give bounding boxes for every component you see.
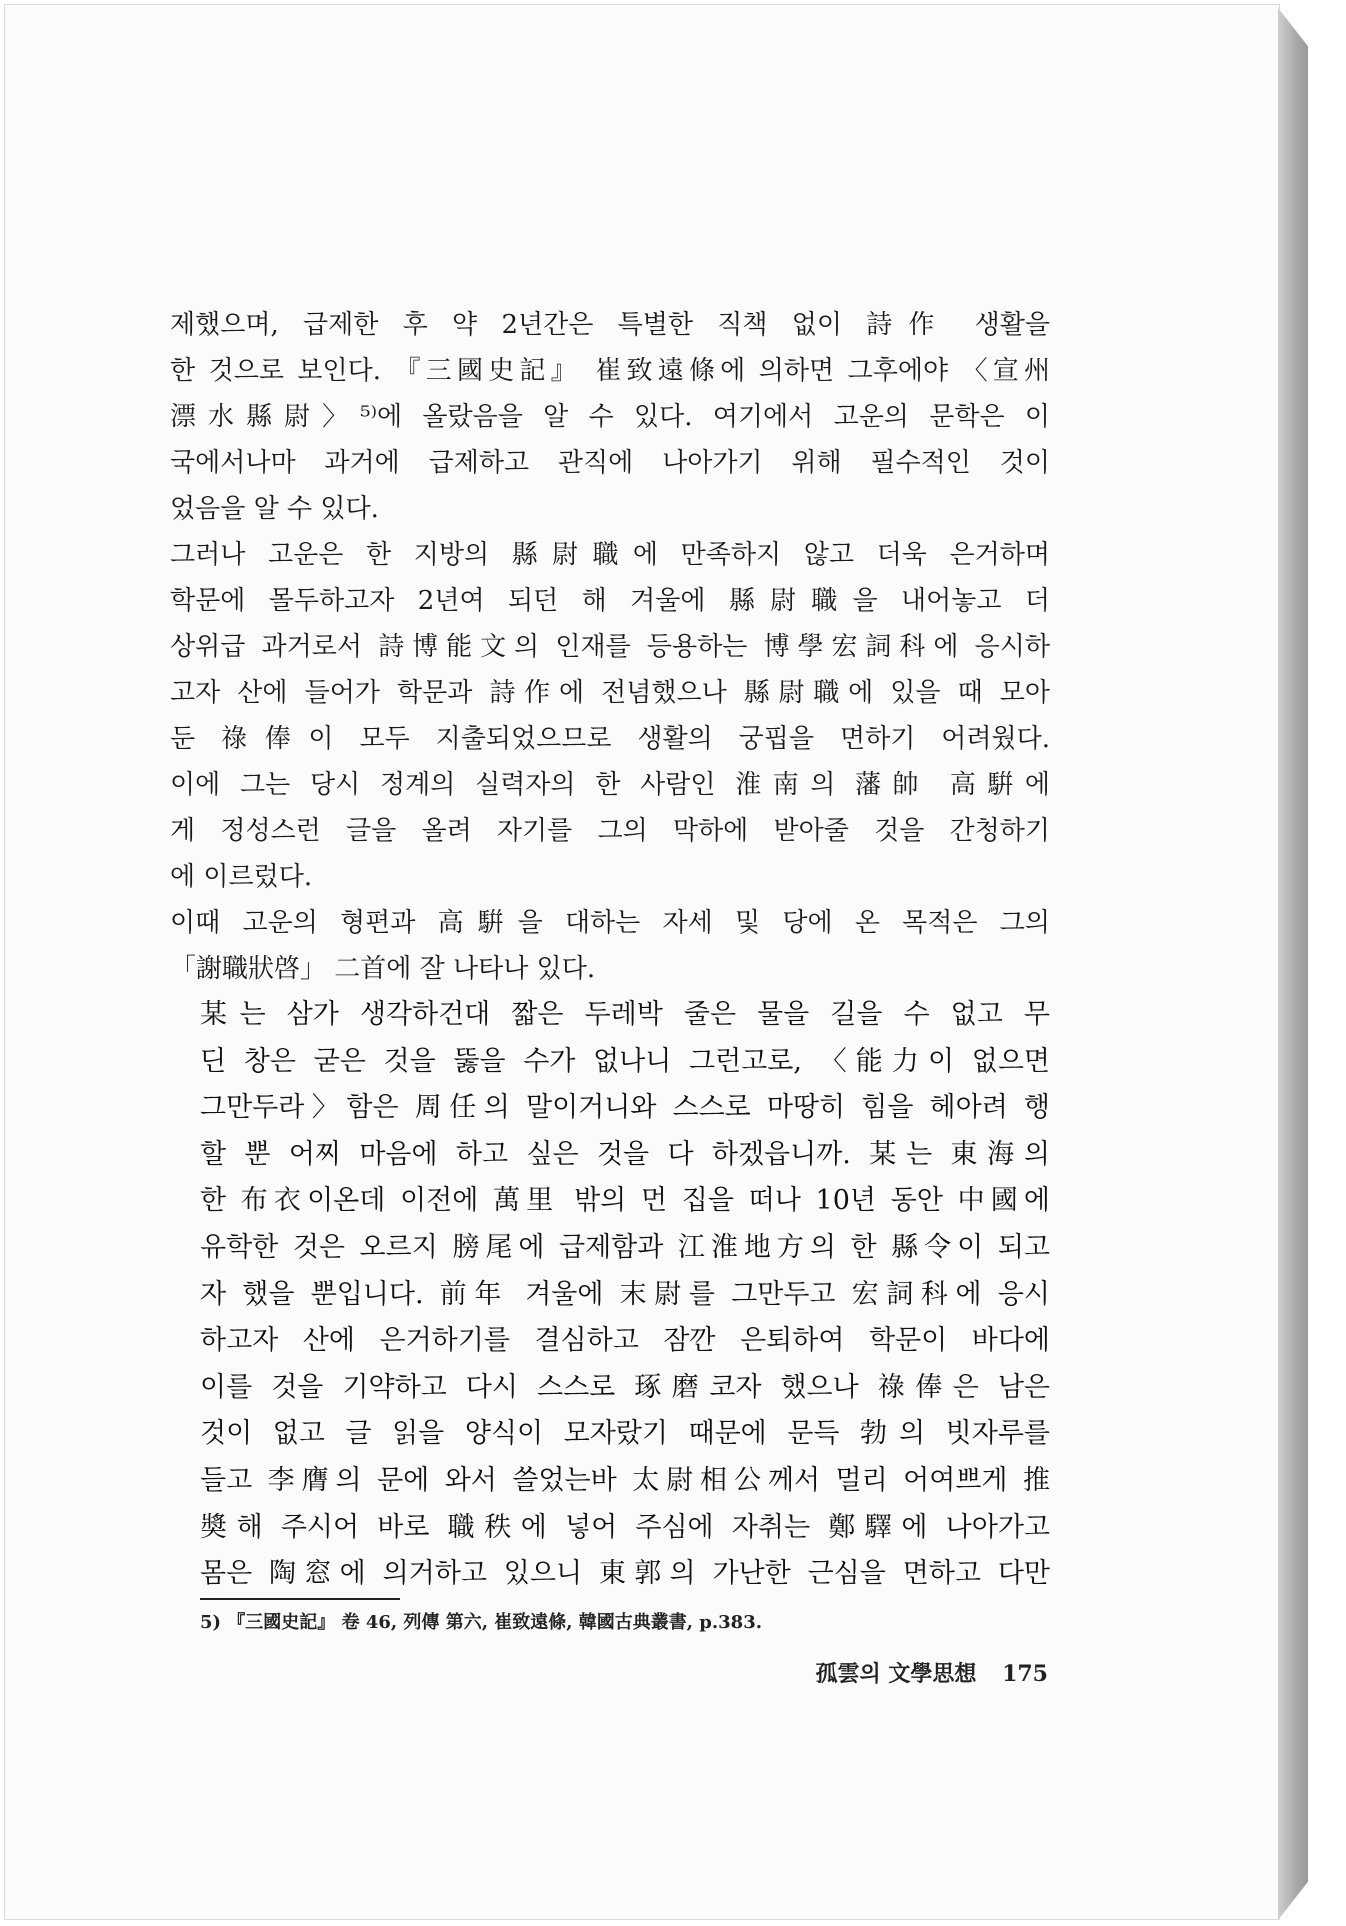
quoted-letter bbox=[200, 992, 1050, 1598]
quote-line: 들고 李膺의 문에 와서 쓸었는바 太尉相公께서 멀리 어여쁘게 推 bbox=[200, 1464, 1050, 1496]
quote-line: 그만두라〉함은 周任의 말이거니와 스스로 마땅히 힘을 헤아려 행 bbox=[200, 1092, 1050, 1124]
quote-line: 이를 것을 기약하고 다시 스스로 琢磨코자 했으나 祿俸은 남은 bbox=[200, 1371, 1050, 1403]
body-line: 이때 고운의 형편과 高騈을 대하는 자세 및 당에 온 목적은 그의 bbox=[170, 908, 1050, 938]
body-line: 제했으며, 급제한 후 약 2년간은 특별한 직책 없이 詩作 생활을 bbox=[170, 310, 1050, 340]
quote-line: 자 했을 뿐입니다. 前年 겨울에 末尉를 그만두고 宏詞科에 응시 bbox=[200, 1278, 1050, 1310]
quote-line: 유학한 것은 오르지 膀尾에 급제함과 江淮地方의 한 縣令이 되고 bbox=[200, 1231, 1050, 1263]
quote-line: 것이 없고 글 읽을 양식이 모자랐기 때문에 문득 勃의 빗자루를 bbox=[200, 1418, 1050, 1450]
page-footer bbox=[676, 1656, 1048, 1692]
body-line: 漂水縣尉〉⁵⁾에 올랐음을 알 수 있다. 여기에서 고운의 문학은 이 bbox=[170, 402, 1050, 432]
body-line: 이에 그는 당시 정계의 실력자의 한 사람인 淮南의 藩帥 高騈에 bbox=[170, 770, 1050, 800]
quote-line: 奬해 주시어 바로 職秩에 넣어 주심에 자취는 鄭驛에 나아가고 bbox=[200, 1511, 1050, 1543]
footnote-divider bbox=[200, 1598, 400, 1600]
body-line: 고자 산에 들어가 학문과 詩作에 전념했으나 縣尉職에 있을 때 모아 bbox=[170, 678, 1050, 708]
quote-line: 한 布衣이온데 이전에 萬里 밖의 먼 집을 떠나 10년 동안 中國에 bbox=[200, 1185, 1050, 1217]
body-text bbox=[170, 302, 1050, 992]
quote-line: 某는 삼가 생각하건대 짧은 두레박 줄은 물을 길을 수 없고 무 bbox=[200, 999, 1050, 1030]
page-number: 175 bbox=[1002, 1661, 1048, 1687]
footnote: 5) 『三國史記』 卷 46, 列傳 第六, 崔致遠條, 韓國古典叢書, p.383. bbox=[200, 1612, 762, 1633]
body-line: 에 이르렀다. bbox=[170, 862, 313, 892]
quote-line: 딘 창은 굳은 것을 뚫을 수가 없나니 그런고로, 〈能力이 없으면 bbox=[200, 1045, 1050, 1077]
body-line: 국에서나마 과거에 급제하고 관직에 나아가기 위해 필수적인 것이 bbox=[170, 448, 1050, 478]
body-line: 그러나 고운은 한 지방의 縣尉職에 만족하지 않고 더욱 은거하며 bbox=[170, 540, 1050, 570]
quote-line: 할 뿐 어찌 마음에 하고 싶은 것을 다 하겠읍니까. 某는 東海의 bbox=[200, 1138, 1050, 1170]
page-edge-shadow bbox=[1278, 8, 1308, 1920]
body-line: 게 정성스런 글을 올려 자기를 그의 막하에 받아줄 것을 간청하기 bbox=[170, 816, 1050, 846]
running-title: 孤雲의 文學思想 bbox=[815, 1661, 977, 1687]
quote-line: 몸은 陶窓에 의거하고 있으니 東郭의 가난한 근심을 면하고 다만 bbox=[200, 1558, 1050, 1590]
body-line: 었음을 알 수 있다. bbox=[170, 494, 379, 524]
body-line: 둔 祿俸이 모두 지출되었으므로 생활의 궁핍을 면하기 어려웠다. bbox=[170, 724, 1050, 754]
quote-line: 하고자 산에 은거하기를 결심하고 잠깐 은퇴하여 학문이 바다에 bbox=[200, 1325, 1050, 1357]
body-line: 「謝職狀啓」 二首에 잘 나타나 있다. bbox=[170, 954, 596, 984]
body-line: 한 것으로 보인다. 『三國史記』 崔致遠條에 의하면 그후에야 〈宣州 bbox=[170, 356, 1050, 386]
body-line: 학문에 몰두하고자 2년여 되던 해 겨울에 縣尉職을 내어놓고 더 bbox=[170, 586, 1050, 616]
body-line: 상위급 과거로서 詩博能文의 인재를 등용하는 博學宏詞科에 응시하 bbox=[170, 632, 1050, 662]
